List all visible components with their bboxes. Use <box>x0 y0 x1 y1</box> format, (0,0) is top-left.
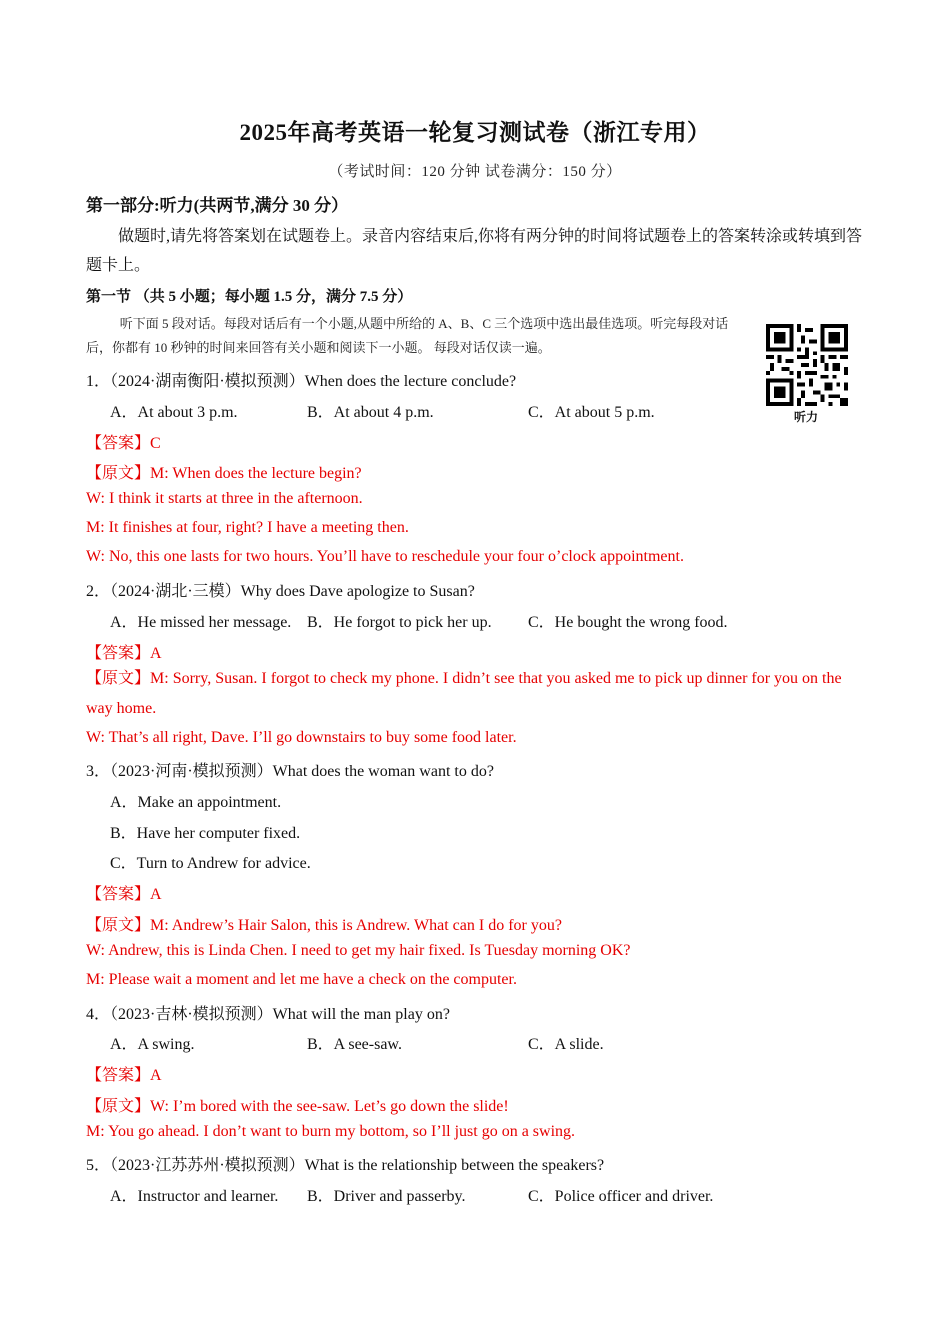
answer-label: 【答案】 <box>86 645 151 662</box>
answer-value: C <box>150 435 161 452</box>
question-1-option-b: B．At about 4 p.m. <box>307 404 434 421</box>
question-3-transcript-line <box>86 912 562 935</box>
question-4-stem: 4．（2023·吉林·模拟预测）What will the man play on? <box>86 1006 450 1023</box>
question-3-transcript-line: M: Please wait a moment and let me have a check on the computer. <box>86 971 517 988</box>
question-2-stem: 2．（2024·湖北·三模）Why does Dave apologize to Susan? <box>86 583 475 600</box>
question-3-answer <box>86 881 162 904</box>
question-2-transcript-line: W: That’s all right, Dave. I’ll go downstairs to buy some food later. <box>86 729 517 746</box>
transcript-text: M: Andrew’s Hair Salon, this is Andrew. What can I do for you? <box>150 917 562 934</box>
question-4-transcript-line: M: You go ahead. I don’t want to burn my bottom, so I’ll just go on a swing. <box>86 1123 576 1140</box>
page-title: 2025年高考英语一轮复习测试卷（浙江专用） <box>239 120 711 145</box>
question-1-transcript-line: M: It finishes at four, right? I have a meeting then. <box>86 519 409 536</box>
question-4-option-a: A．A swing. <box>110 1036 195 1053</box>
transcript-text: M: When does the lecture begin? <box>150 465 362 482</box>
question-5-option-c: C．Police officer and driver. <box>528 1188 714 1205</box>
question-1-option-a: A．At about 3 p.m. <box>110 404 238 421</box>
question-2-option-c: C．He bought the wrong food. <box>528 614 728 631</box>
section1-heading: 第一节 （共 5 小题；每小题 1.5 分，满分 7.5 分） <box>86 289 413 305</box>
question-1-transcript-line: W: I think it starts at three in the afternoon. <box>86 490 363 507</box>
question-3-stem: 3．（2023·河南·模拟预测）What does the woman want to do? <box>86 763 494 780</box>
transcript-label: 【原文】 <box>86 1098 151 1115</box>
question-3-option-c: C．Turn to Andrew for advice. <box>110 855 311 872</box>
section1-instruction: 听下面 5 段对话。每段对话后有一个小题,从题中所给的 A、B、C 三个选项中选出最佳选项。听完每段对话后，你都有 10 秒钟的时间来回答有关小题和阅读下一小题。 每段对话仅读一遍。 <box>86 316 729 355</box>
qr-code-icon <box>766 324 848 406</box>
qr-label: 听力 <box>794 410 819 424</box>
question-4-option-c: C．A slide. <box>528 1036 604 1053</box>
question-4-option-b: B．A see-saw. <box>307 1036 402 1053</box>
answer-label: 【答案】 <box>86 435 151 452</box>
answer-label: 【答案】 <box>86 1067 151 1084</box>
question-4-answer <box>86 1062 162 1085</box>
answer-value: A <box>150 1067 162 1084</box>
question-2-answer <box>86 640 162 663</box>
part1-instruction: 做题时,请先将答案划在试题卷上。录音内容结束后,你将有两分钟的时间将试题卷上的答案转涂或转填到答题卡上。 <box>86 228 863 274</box>
question-4-transcript-line <box>86 1093 509 1116</box>
question-2-transcript-line <box>86 664 864 724</box>
answer-label: 【答案】 <box>86 886 151 903</box>
transcript-label: 【原文】 <box>86 917 151 934</box>
question-1-answer <box>86 430 161 453</box>
question-3-option-b: B．Have her computer fixed. <box>110 825 301 842</box>
question-5-stem: 5．（2023·江苏苏州·模拟预测）What is the relationship between the speakers? <box>86 1157 605 1174</box>
question-1-stem: 1．（2024·湖南衡阳·模拟预测）When does the lecture conclude? <box>86 373 517 390</box>
answer-value: A <box>150 645 162 662</box>
exam-info: （考试时间：120 分钟 试卷满分：150 分） <box>328 164 622 180</box>
answer-value: A <box>150 886 162 903</box>
transcript-text: M: Sorry, Susan. I forgot to check my phone. I didn’t see that you asked me to pick up dinner for you on the way home. <box>86 670 842 717</box>
question-1-transcript-line <box>86 460 362 483</box>
transcript-text: W: I’m bored with the see-saw. Let’s go down the slide! <box>150 1098 509 1115</box>
question-2-option-a: A．He missed her message. <box>110 614 292 631</box>
transcript-label: 【原文】 <box>86 465 151 482</box>
question-3-transcript-line: W: Andrew, this is Linda Chen. I need to get my hair fixed. Is Tuesday morning OK? <box>86 942 631 959</box>
question-5-option-a: A．Instructor and learner. <box>110 1188 279 1205</box>
transcript-label: 【原文】 <box>86 670 151 687</box>
question-1-option-c: C．At about 5 p.m. <box>528 404 655 421</box>
question-1-transcript-line: W: No, this one lasts for two hours. You’ll have to reschedule your four o’clock appointment. <box>86 548 684 565</box>
question-2-option-b: B．He forgot to pick her up. <box>307 614 492 631</box>
question-5-option-b: B．Driver and passerby. <box>307 1188 466 1205</box>
part1-heading: 第一部分:听力(共两节,满分 30 分） <box>86 196 349 215</box>
question-3-option-a: A．Make an appointment. <box>110 794 282 811</box>
